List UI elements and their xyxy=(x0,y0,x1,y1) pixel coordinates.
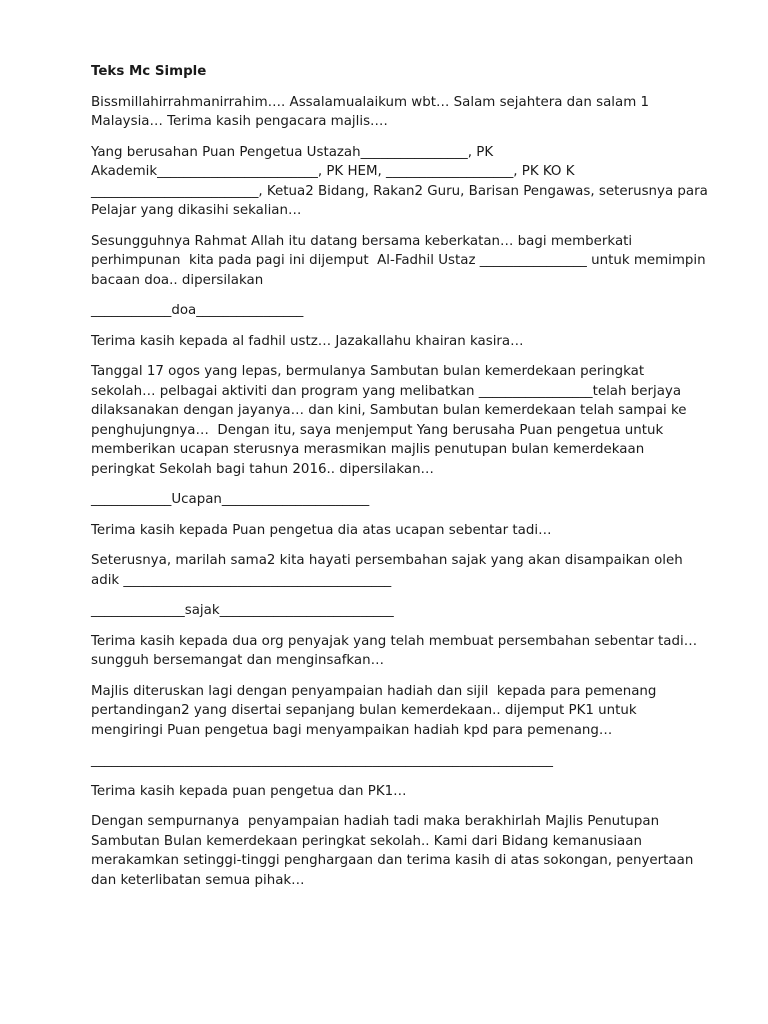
paragraph-prize-giving: Majlis diteruskan lagi dengan penyampaian hadiah dan sijil kepada para pemenang pertandingan2 yang disertai sepanjang bulan kemerdekaan.. dijemput PK1 untuk mengiringi Puan pengetua bagi menyampaikan hadiah kpd para pemenang… xyxy=(91,683,661,738)
paragraph-thanks-principal: Terima kasih kepada Puan pengetua dia atas ucapan sebentar tadi… xyxy=(91,522,552,538)
placeholder-sajak: ______________sajak__________________________ xyxy=(91,603,394,618)
paragraph-closing: Dengan sempurnanya penyampaian hadiah tadi maka berakhirlah Majlis Penutupan Sambutan Bulan kemerdekaan peringkat sekolah.. Kami dari Bidang kemanusiaan merakamkan setinggi-tinggi penghargaan dan terima kasih di atas sokongan, penyertaan dan keterlibatan semua pihak… xyxy=(91,814,698,888)
paragraph-opening-greeting: Bissmillahirrahmanirrahim…. Assalamualaikum wbt… Salam sejahtera dan salam 1 Malaysia… Terima kasih pengacara majlis…. xyxy=(91,94,654,129)
paragraph-salutations: Yang berusahan Puan Pengetua Ustazah________________, PK Akademik________________________, PK HEM, ___________________, PK KO K _________________________, Ketua2 Bidang, Rakan2 Guru, Barisan Pengawas, seterusnya para Pelajar yang dikasihi sekalian… xyxy=(91,144,713,218)
document-title: Teks Mc Simple xyxy=(91,64,207,79)
placeholder-doa: ____________doa________________ xyxy=(91,303,304,318)
paragraph-speech-invitation: Tanggal 17 ogos yang lepas, bermulanya Sambutan bulan kemerdekaan peringkat sekolah… pelbagai aktiviti dan program yang melibatkan _________________telah berjaya dilaksanakan dengan jayanya… dan kini, Sambutan bulan kemerdekaan telah sampai ke penghujungnya… Dengan itu, saya menjemput Yang berusaha Puan pengetua untuk memberikan ucapan sterusnya merasmikan majlis penutupan bulan kemerdekaan peringkat Sekolah bagi tahun 2016.. dipersilakan… xyxy=(91,364,691,477)
paragraph-doa-invitation: Sesungguhnya Rahmat Allah itu datang bersama keberkatan… bagi memberkati perhimpunan kita pada pagi ini dijemput Al-Fadhil Ustaz ________________ untuk memimpin bacaan doa.. dipersilakan xyxy=(91,233,710,288)
paragraph-thanks-pk1: Terima kasih kepada puan pengetua dan PK1… xyxy=(91,783,407,799)
paragraph-thanks-ustaz: Terima kasih kepada al fadhil ustz… Jazakallahu khairan kasira… xyxy=(91,333,524,349)
placeholder-ucapan: ____________Ucapan______________________ xyxy=(91,492,370,507)
placeholder-line: _____________________________________________________________________ xyxy=(91,753,553,768)
paragraph-thanks-poets: Terima kasih kepada dua org penyajak yang telah membuat persembahan sebentar tadi… sungguh bersemangat dan menginsafkan… xyxy=(91,633,702,668)
paragraph-sajak-invitation: Seterusnya, marilah sama2 kita hayati persembahan sajak yang akan disampaikan oleh adik ________________________________________ xyxy=(91,553,687,588)
